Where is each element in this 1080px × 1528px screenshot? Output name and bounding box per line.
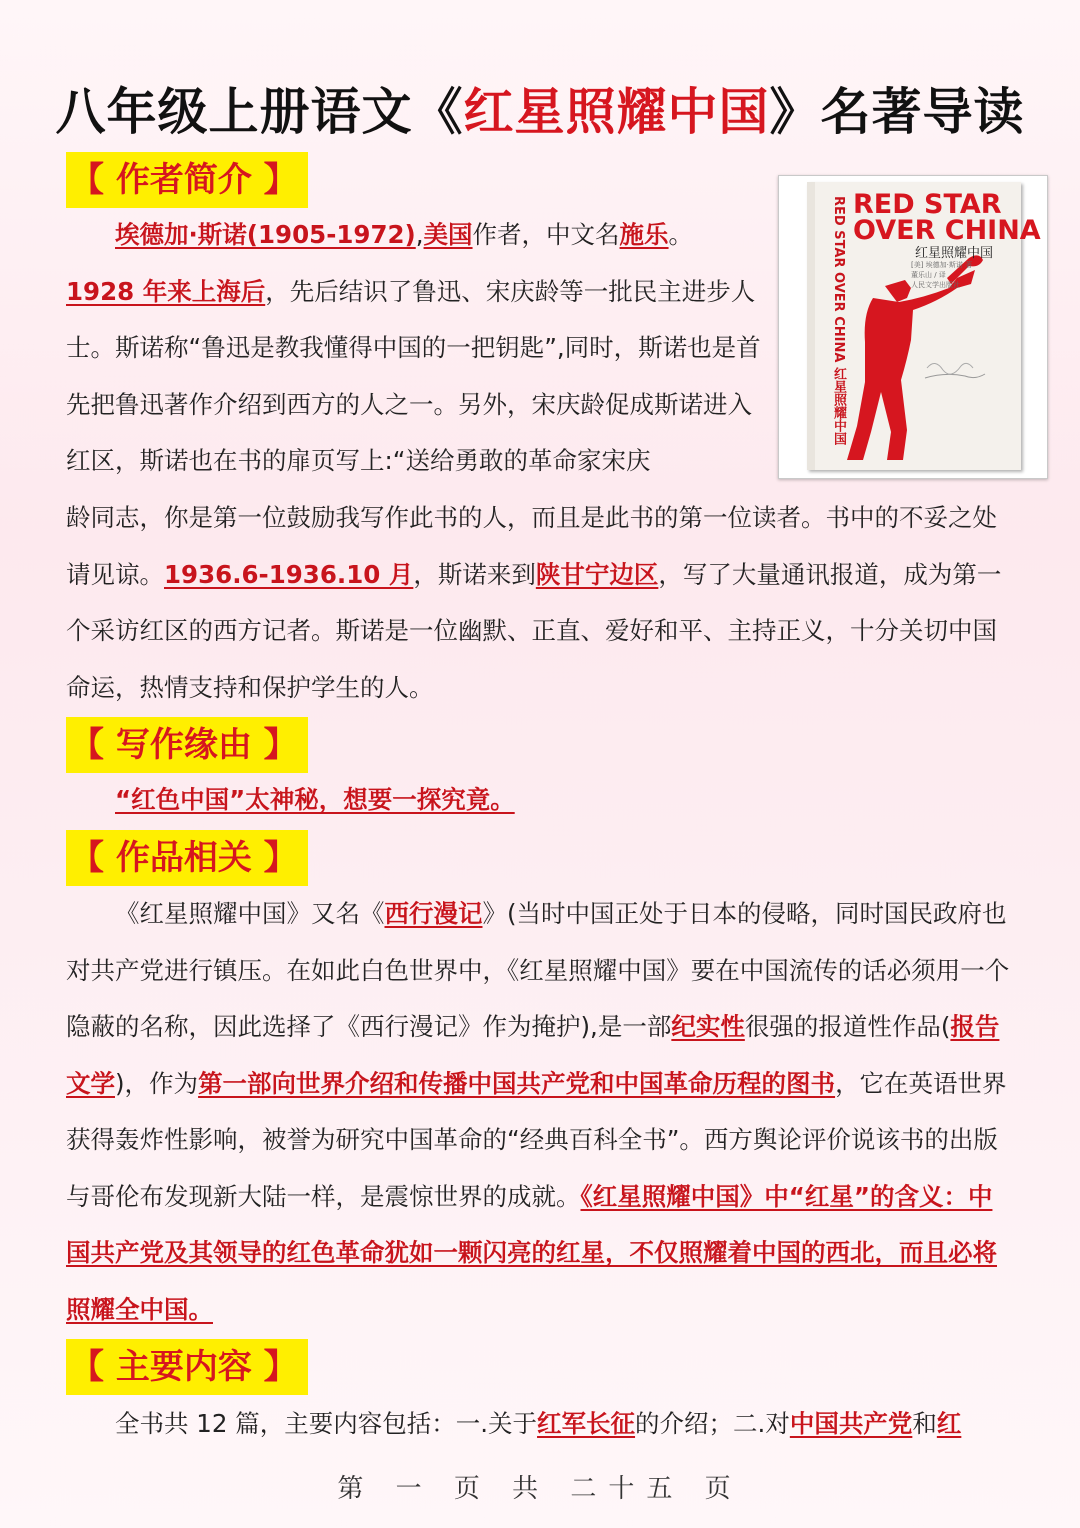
section-work-heading: 【 作品相关 】 [66, 830, 308, 886]
author-paragraph: 埃德加·斯诺(1905-1972),美国作者，中文名施乐。1928 年来上海后，先后结识了鲁迅、宋庆龄等一批民主进步人士。斯诺称“鲁迅是教我懂得中国的一把钥匙”,同时，斯诺也是首先把鲁迅著作介绍到西方的人之一。另外，宋庆龄促成斯诺进入红区，斯诺也在书的扉页写上:“送给勇敢的革命家宋庆 [66, 220, 761, 475]
book-title-cn: 红星照耀中国 [915, 246, 994, 261]
work-paragraph: 《红星照耀中国》又名《西行漫记》(当时中国正处于日本的侵略，同时国民政府也对共产党进行镇压。在如此白色世界中，《红星照耀中国》要在中国流传的话必须用一个隐蔽的名称，因此选择了《西行漫记》作为掩护),是一部纪实性很强的报道性作品(报告文学)，作为第一部向世界介绍和传播中国共产党和中国革命历程的图书，它在英语世界获得轰炸性影响，被誉为研究中国革命的“经典百科全书”。西方舆论评价说该书的出版与哥伦布发现新大陆一样，是震惊世界的成就。《红星照耀中国》中“红星”的含义：中国共产党及其领导的红色革命犹如一颗闪亮的红星，不仅照耀着中国的西北，而且必将照耀全中国。 [66, 899, 1010, 1324]
section-reason-heading: 【 写作缘由 】 [66, 717, 308, 773]
book-spine-text: RED STAR OVER CHINA 红星照耀中国 [831, 196, 846, 445]
page-title: 八年级上册语文《红星照耀中国》名著导读 [55, 83, 1025, 141]
book-credits: [美] 埃德加·斯诺 著 董乐山 / 译 人民文学出版社 [911, 261, 973, 289]
book-cover-image [778, 175, 1048, 479]
page-footer: 第 一 页 共 二十五 页 [337, 1474, 743, 1504]
book-title-en: RED STAR OVER CHINA [853, 189, 1041, 246]
section-author-heading: 【 作者简介 】 [66, 152, 308, 208]
reason-paragraph: “红色中国”太神秘，想要一探究竟。 [115, 785, 515, 814]
section-content-heading: 【 主要内容 】 [66, 1339, 308, 1395]
content-paragraph: 全书共 12 篇，主要内容包括：一.关于红军长征的介绍；二.对中国共产党和红 [115, 1409, 962, 1438]
author-paragraph-continued: 龄同志，你是第一位鼓励我写作此书的人，而且是此书的第一位读者。书中的不妥之处请见谅。1936.6-1936.10 月，斯诺来到陕甘宁边区，写了大量通讯报道，成为第一个采访红区的西方记者。斯诺是一位幽默、正直、爱好和平、主持正义，十分关切中国命运，热情支持和保护学生的人。 [66, 503, 1002, 702]
